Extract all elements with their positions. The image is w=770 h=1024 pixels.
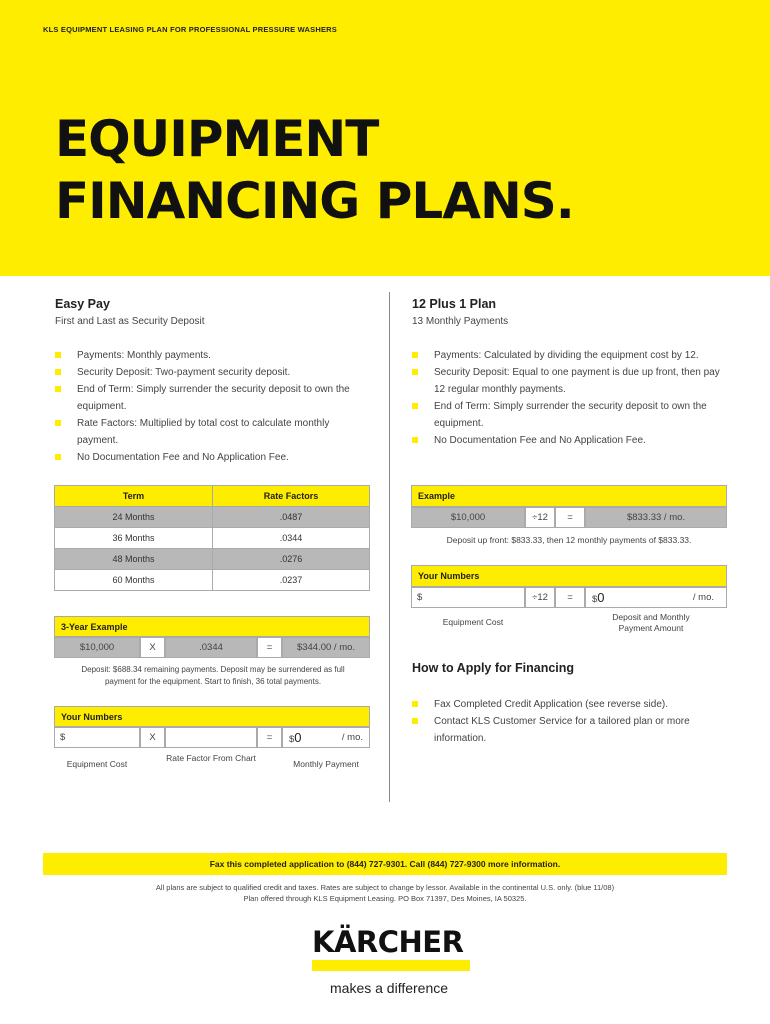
table-cell: 60 Months [55,570,213,591]
table-cell: .0237 [213,570,370,591]
example-note: Deposit up front: $833.33, then 12 monthly payments of $833.33. [446,535,692,545]
per-month-label: / mo. [692,592,714,603]
fax-instructions-bar: Fax this completed application to (844) 727-9301. Call (844) 727-9300 more information. [43,853,727,875]
monthly-payment-value: 0 [597,590,605,605]
twelve-plus-one-subtitle: 13 Monthly Payments [412,316,509,327]
column-header-term: Term [55,486,213,507]
your-numbers-row [54,727,370,748]
list-item: Fax Completed Credit Application (see reverse side). [411,696,731,713]
rate-factor-table [54,485,370,591]
disclaimer-line: Plan offered through KLS Equipment Leasing. PO Box 71397, Des Moines, IA 50325. [243,894,527,903]
equals-sign: = [257,727,282,748]
twelve-plus-one-title: 12 Plus 1 Plan [412,297,497,311]
caption-equipment-cost: Equipment Cost [442,617,504,627]
three-year-example-row [54,637,370,658]
per-month-label: / mo. [341,732,363,743]
list-item: Contact KLS Customer Service for a tailored plan or more information. [411,713,731,747]
list-item: Rate Factors: Multiplied by total cost to calculate monthly payment. [54,415,364,449]
table-row [55,549,370,570]
table-cell: 36 Months [55,528,213,549]
example-header: Example [411,485,727,507]
twelve-example-row [411,507,727,528]
table-cell: .0344 [213,528,370,549]
monthly-payment-field[interactable] [585,587,727,608]
table-row [55,507,370,528]
logo-wordmark: KÄRCHER [312,925,464,959]
rate-factor-input[interactable] [165,727,257,748]
equipment-cost-input[interactable]: $ [54,727,140,748]
table-cell: 24 Months [55,507,213,528]
monthly-payment-field[interactable] [282,727,370,748]
multiply-sign: X [140,727,165,748]
equipment-cost-input[interactable]: $ [411,587,525,608]
divide-by-twelve: ÷12 [525,587,555,608]
currency-symbol: $ [592,594,598,605]
equals-sign: = [257,637,282,658]
example-cost: $10,000 [411,507,525,528]
column-header-rate: Rate Factors [213,486,370,507]
hero-banner [0,0,770,276]
caption-rate-factor: Rate Factor From Chart [166,753,256,763]
list-item: End of Term: Simply surrender the security deposit to own the equipment. [411,398,731,432]
list-item: No Documentation Fee and No Application Fee. [54,449,364,466]
table-cell: .0276 [213,549,370,570]
equals-sign: = [555,507,585,528]
list-item: Payments: Monthly payments. [54,347,364,364]
example-rate: .0344 [165,637,257,658]
three-year-example-header: 3-Year Example [54,616,370,637]
page-title-line1: EQUIPMENT [55,110,379,168]
twelve-plus-one-bullets [411,347,731,449]
multiply-sign: X [140,637,165,658]
equals-sign: = [555,587,585,608]
caption-payment-amount: Deposit and Monthly Payment Amount [612,612,690,633]
list-item: Security Deposit: Equal to one payment is due up front, then pay 12 regular monthly payments. [411,364,731,398]
table-row [55,570,370,591]
disclaimer [43,882,727,904]
page-title-line2: FINANCING PLANS. [55,172,574,230]
logo-tagline: makes a difference [330,980,449,996]
list-item: Security Deposit: Two-payment security deposit. [54,364,364,381]
list-item: End of Term: Simply surrender the security deposit to own the equipment. [54,381,364,415]
divide-by-twelve: ÷12 [525,507,555,528]
currency-symbol: $ [289,734,295,745]
table-header-row [55,486,370,507]
caption-equipment-cost: Equipment Cost [66,759,128,769]
example-result: $344.00 / mo. [282,637,370,658]
how-to-apply-title: How to Apply for Financing [412,661,575,675]
easy-pay-title: Easy Pay [55,297,110,311]
table-row [55,528,370,549]
your-numbers-row [411,587,727,608]
how-to-apply-bullets [411,696,731,747]
example-note: Deposit: $688.34 remaining payments. Deposit may be surrendered as full payment for the equipment. Start to finish, 36 total payments. [81,665,345,686]
table-cell: 48 Months [55,549,213,570]
column-divider [389,292,390,802]
logo-stripe [312,960,470,971]
your-numbers-header: Your Numbers [54,706,370,727]
monthly-payment-value: 0 [294,730,302,745]
list-item: Payments: Calculated by dividing the equipment cost by 12. [411,347,731,364]
karcher-logo [312,926,470,996]
list-item: No Documentation Fee and No Application Fee. [411,432,731,449]
hero-kicker: KLS EQUIPMENT LEASING PLAN FOR PROFESSIONAL PRESSURE WASHERS [43,25,337,34]
easy-pay-bullets [54,347,364,466]
your-numbers-header: Your Numbers [411,565,727,587]
easy-pay-subtitle: First and Last as Security Deposit [55,316,205,327]
example-cost: $10,000 [54,637,140,658]
page-title [55,108,574,232]
disclaimer-line: All plans are subject to qualified credit and taxes. Rates are subject to change by lessor. Available in the continental U.S. only. (blue 11/08) [155,883,615,892]
example-result: $833.33 / mo. [585,507,727,528]
caption-monthly-payment: Monthly Payment [293,759,359,769]
table-cell: .0487 [213,507,370,528]
